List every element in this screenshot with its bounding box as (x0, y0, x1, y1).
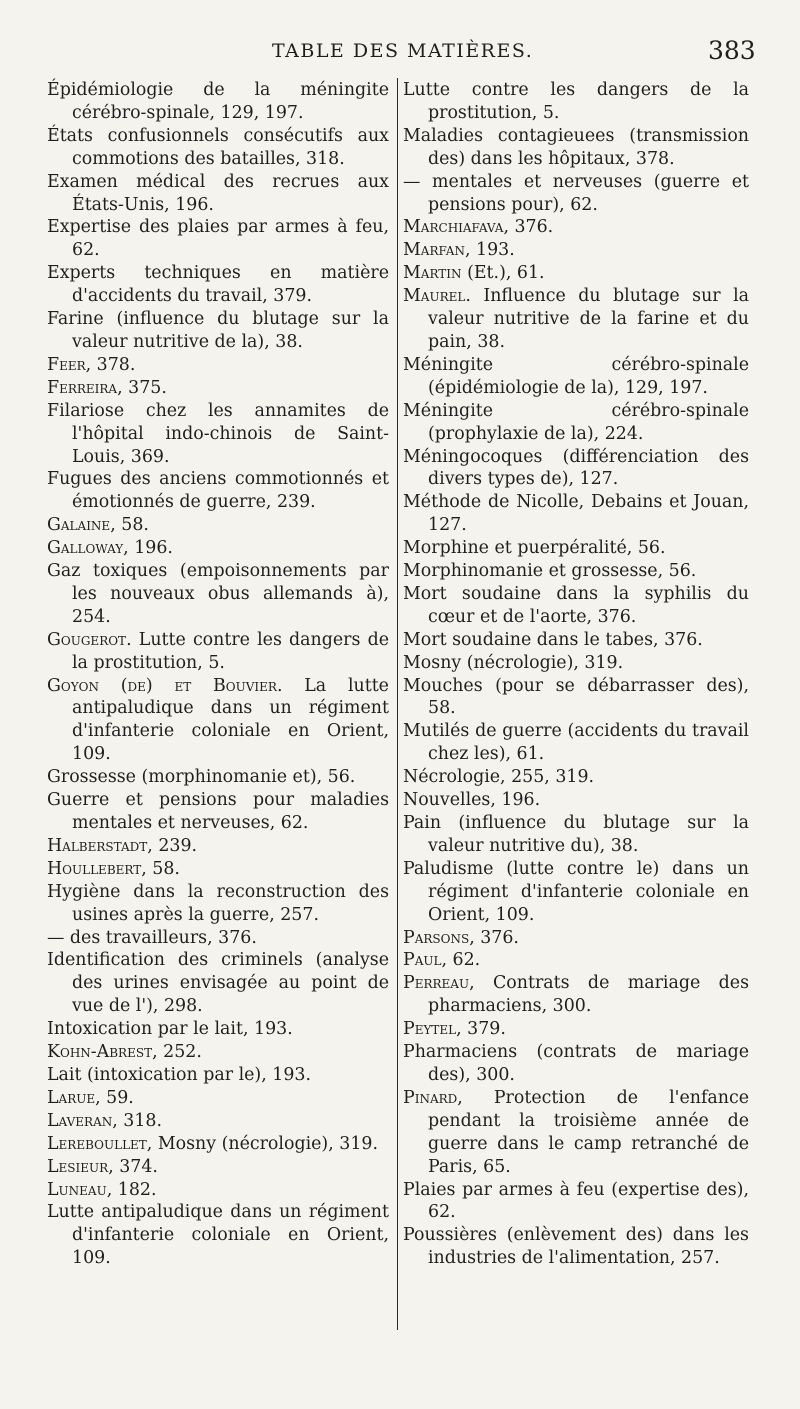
entry-text: Pain (influence du blutage sur la valeur nutritive du), 38. (403, 813, 749, 856)
entry-text: Morphinomanie et grossesse, 56. (403, 561, 697, 582)
index-entry (403, 491, 749, 537)
index-entry (47, 675, 389, 767)
entry-text: . La lutte antipaludique dans un régiment d'infanterie coloniale en Orient, 109. (72, 675, 389, 765)
index-entry (47, 514, 389, 537)
index-entry (47, 1156, 389, 1179)
index-entry (403, 285, 749, 354)
entry-text: Gaz toxiques (empoisonnements par les nouveaux obus allemands à), 254. (47, 561, 389, 627)
entry-text: , 62. (441, 950, 481, 971)
index-entry (403, 675, 749, 721)
entry-text: Nouvelles, 196. (403, 790, 541, 811)
author-name: Lesieur (47, 1156, 109, 1177)
author-name: Gougerot (47, 629, 127, 650)
index-entry (403, 216, 749, 239)
index-entry (403, 949, 749, 972)
entry-text: Lutte contre les dangers de la prostitution, 5. (403, 80, 749, 123)
index-entry (47, 400, 389, 469)
author-name: Laveran (47, 1110, 113, 1131)
index-entry (47, 377, 389, 400)
entry-text: Maladies contagieuees (transmission des) dans les hôpitaux, 378. (403, 125, 749, 169)
index-entry (403, 1087, 749, 1179)
entry-text: , 379. (456, 1019, 506, 1040)
author-name: Paul (403, 950, 442, 971)
author-name: Martin (403, 263, 462, 284)
entry-text: , 58. (110, 515, 149, 536)
index-entry (47, 354, 389, 377)
index-entry (47, 1064, 389, 1087)
index-entry (47, 1041, 389, 1064)
index-entry (47, 216, 389, 262)
author-name: Galloway (47, 538, 124, 559)
running-title: TABLE DES MATIÈRES. (272, 40, 534, 62)
entry-text: Mosny (nécrologie), 319. (403, 652, 624, 673)
index-column-left (47, 79, 389, 1270)
entry-text: Intoxication par le lait, 193. (47, 1019, 293, 1040)
entry-text: Fugues des anciens commotionnés et émotionnés de guerre, 239. (47, 469, 389, 513)
entry-text: Expertise des plaies par armes à feu, 62. (47, 217, 389, 261)
index-entry (47, 835, 389, 858)
index-entry (47, 1018, 389, 1041)
index-entry (47, 789, 389, 835)
index-entry (403, 858, 749, 927)
entry-text: , 196. (123, 538, 173, 559)
index-entry (403, 262, 749, 285)
index-entry (403, 1041, 749, 1087)
entry-text: — des travailleurs, 376. (47, 927, 257, 948)
index-entry (403, 972, 749, 1018)
index-entry (47, 560, 389, 629)
entry-text: , 378. (85, 354, 136, 375)
entry-text: Hygiène dans la reconstruction des usines après la guerre, 257. (47, 881, 389, 925)
author-name: Perreau (403, 973, 470, 994)
index-entry (403, 446, 749, 492)
entry-text: , 59. (95, 1087, 134, 1108)
entry-text: Farine (influence du blutage sur la valeur nutritive de la), 38. (47, 309, 389, 352)
entry-text: , 374. (108, 1156, 158, 1177)
entry-text: Lait (intoxication par le), 193. (47, 1064, 311, 1085)
index-entry (403, 720, 749, 766)
entry-text: Experts techniques en matière d'accidents du travail, 379. (47, 263, 389, 307)
author-name: Luneau (47, 1179, 107, 1200)
entry-text: , Mosny (nécrologie), 319. (146, 1133, 378, 1154)
index-entry (47, 766, 389, 789)
entry-text: , 58. (141, 858, 180, 879)
entry-text: Poussières (enlèvement des) dans les industries de l'alimentation, 257. (403, 1225, 749, 1269)
entry-text: Grossesse (morphinomanie et), 56. (47, 767, 356, 788)
index-entry (47, 881, 389, 927)
index-entry (403, 1224, 749, 1270)
entry-text: Mouches (pour se débarrasser des), 58. (403, 675, 749, 719)
entry-text: Mort soudaine dans la syphilis du cœur et de l'aorte, 376. (403, 583, 749, 627)
index-entry (403, 171, 749, 217)
author-name: Parsons (403, 927, 470, 948)
entry-text: Examen médical des recrues aux États-Unis, 196. (47, 171, 389, 215)
index-entry (47, 262, 389, 308)
entry-text: , 318. (112, 1110, 163, 1131)
entry-text: , 239. (147, 835, 198, 856)
entry-text: , Contrats de mariage des pharmaciens, 300. (428, 973, 749, 1017)
index-entry (47, 79, 389, 125)
author-name: Maurel (403, 286, 466, 307)
entry-text: , 376. (469, 927, 519, 948)
entry-text: Méningite cérébro-spinale (épidémiologie de la), 129, 197. (403, 354, 749, 398)
author-name: Houllebert (47, 858, 142, 879)
entry-text: États confusionnels consécutifs aux commotions des batailles, 318. (47, 125, 389, 169)
index-entry (403, 812, 749, 858)
index-entry (47, 125, 389, 171)
entry-text: , 193. (464, 240, 515, 261)
index-entry (403, 1179, 749, 1225)
author-name: Kohn-Abrest (47, 1042, 153, 1063)
index-entry (403, 239, 749, 262)
entry-text: , 375. (117, 377, 167, 398)
index-entry (403, 629, 749, 652)
entry-text: Pharmaciens (contrats de mariage des), 300. (403, 1042, 749, 1085)
index-entry (47, 1179, 389, 1202)
author-name: Larue (47, 1087, 96, 1108)
index-entry (47, 949, 389, 1018)
author-name: Peytel (403, 1019, 457, 1040)
author-name: Pinard (403, 1087, 458, 1108)
author-name: Halberstadt (47, 835, 148, 856)
entry-text: Mutilés de guerre (accidents du travail chez les), 61. (403, 721, 749, 765)
author-name: Feer (47, 354, 86, 375)
entry-text: Mort soudaine dans le tabes, 376. (403, 629, 703, 650)
entry-text: Identification des criminels (analyse des urines envisagée au point de vue de l'), 298. (47, 950, 389, 1017)
entry-text: Nécrologie, 255, 319. (403, 767, 595, 788)
author-name: Galaine (47, 515, 111, 536)
index-entry (403, 560, 749, 583)
index-entry (403, 927, 749, 950)
index-entry (47, 1110, 389, 1133)
index-entry (403, 400, 749, 446)
author-name: Marfan (403, 240, 465, 261)
entry-text: Épidémiologie de la méningite cérébro-spinale, 129, 197. (47, 80, 389, 123)
index-entry (403, 766, 749, 789)
index-entry (47, 308, 389, 354)
entry-text: Lutte antipaludique dans un régiment d'infanterie coloniale en Orient, 109. (47, 1202, 389, 1269)
entry-text: Filariose chez les annamites de l'hôpital indo-chinois de Saint-Louis, 369. (47, 400, 389, 467)
author-name: Ferreira (47, 377, 118, 398)
author-name: Marchiafava (403, 217, 504, 238)
entry-text: Plaies par armes à feu (expertise des), 62. (403, 1179, 749, 1223)
entry-text: , Protection de l'enfance pendant la troisième année de guerre dans le camp retranché de Paris, 65. (428, 1087, 749, 1177)
index-entry (47, 1201, 389, 1270)
entry-text: Morphine et puerpéralité, 56. (403, 538, 666, 559)
index-entry (403, 789, 749, 812)
index-entry (47, 537, 389, 560)
index-entry (403, 354, 749, 400)
index-entry (403, 1018, 749, 1041)
index-entry (403, 125, 749, 171)
entry-text: Méningocoques (différenciation des divers types de), 127. (403, 446, 749, 490)
entry-text: Méthode de Nicolle, Debains et Jouan, 127. (403, 492, 749, 536)
entry-text: . Influence du blutage sur la valeur nutritive de la farine et du pain, 38. (428, 286, 749, 352)
index-entry (403, 583, 749, 629)
index-column-right (403, 79, 749, 1270)
index-entry (47, 927, 389, 950)
author-name: Goyon (de) et Bouvier (47, 675, 277, 696)
entry-text: (Et.), 61. (461, 263, 545, 284)
entry-text: . Lutte contre les dangers de la prostitution, 5. (72, 629, 389, 673)
entry-text: , 182. (106, 1179, 157, 1200)
index-entry (47, 629, 389, 675)
index-entry (47, 1133, 389, 1156)
index-entry (403, 79, 749, 125)
author-name: Lereboullet (47, 1133, 147, 1154)
entry-text: Guerre et pensions pour maladies mentales et nerveuses, 62. (47, 790, 389, 833)
entry-text: , 376. (503, 217, 554, 238)
entry-text: — mentales et nerveuses (guerre et pensions pour), 62. (403, 171, 749, 215)
entry-text: , 252. (152, 1042, 202, 1063)
page-number: 383 (708, 36, 756, 65)
column-divider (397, 78, 398, 1330)
entry-text: Paludisme (lutte contre le) dans un régiment d'infanterie coloniale en Orient, 109. (403, 858, 749, 925)
index-entry (403, 652, 749, 675)
index-entry (403, 537, 749, 560)
index-entry (47, 171, 389, 217)
entry-text: Méningite cérébro-spinale (prophylaxie de la), 224. (403, 400, 749, 444)
index-entry (47, 468, 389, 514)
index-entry (47, 858, 389, 881)
index-entry (47, 1087, 389, 1110)
